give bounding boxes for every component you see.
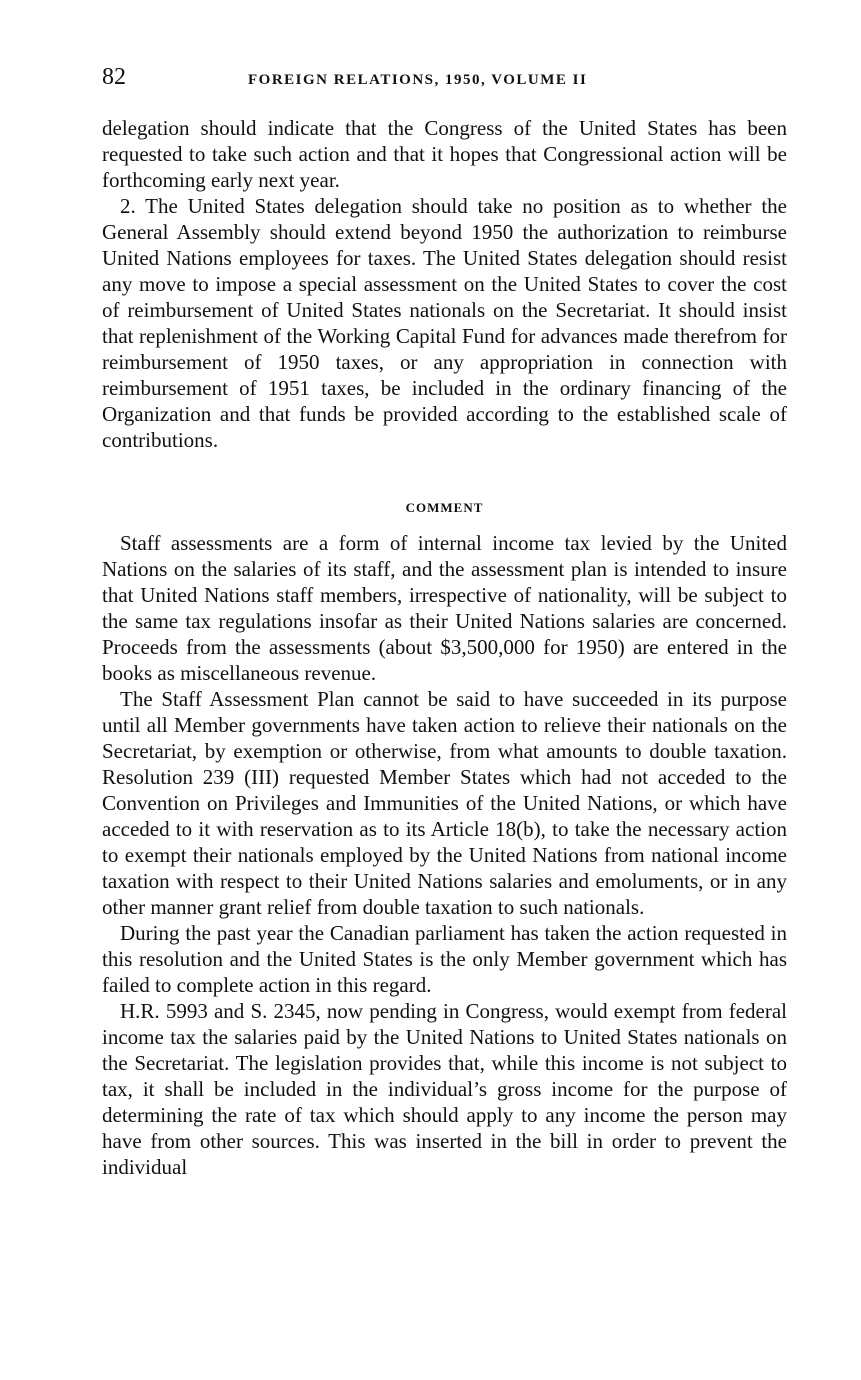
continued-paragraph: delegation should indicate that the Congress of the United States has been requested to take such action and that it hopes that Congressional action will be forthcoming early next year. <box>102 116 787 192</box>
comment-heading: COMMENT <box>405 500 484 515</box>
instruction-paragraph-2: 2. The United States delegation should take no position as to whether the General Assembly should extend beyond 1950 the authorization to reimburse United Nations employees for taxes. The United States delegation should resist any move to impose a special assessment on the United States to cover the cost of reimbursement of United States nationals on the Secretariat. It should insist that replenishment of the Working Capital Fund for advances made therefrom for reimbursement of 1950 taxes, or any appropriation in connection with reimbursement of 1951 taxes, be included in the ordinary financing of the Organization and that funds be provided according to the established scale of contributions. <box>102 194 787 452</box>
comment-section <box>102 530 787 1180</box>
page-number: 82 <box>102 64 126 90</box>
page-header <box>102 62 792 98</box>
instructions-section <box>102 115 787 453</box>
comment-paragraph: The Staff Assessment Plan cannot be said to have succeeded in its purpose until all Member governments have taken action to relieve their nationals on the Secretariat, by exemption or otherwise, from what amounts to double taxation. Resolution 239 (III) requested Member States which had not acceded to the Convention on Privileges and Immunities of the United Nations, or which have acceded to it with reservation as to its Article 18(b), to take the necessary action to exempt their nationals employed by the United Nations from national income taxation with respect to their United Nations salaries and emoluments, or in any other manner grant relief from double taxation to such nationals. <box>102 687 787 919</box>
comment-paragraph: H.R. 5993 and S. 2345, now pending in Congress, would exempt from federal income tax the salaries paid by the United Nations to United States nationals on the Secretariat. The legislation provides that, while this income is not subject to tax, it shall be included in the individual’s gross income for the purpose of determining the rate of tax which should apply to any income the person may have from other sources. This was inserted in the bill in order to prevent the individual <box>102 999 787 1179</box>
comment-paragraph: During the past year the Canadian parliament has taken the action requested in this resolution and the United States is the only Member government which has failed to complete action in this regard. <box>102 921 787 997</box>
comment-paragraph: Staff assessments are a form of internal income tax levied by the United Nations on the salaries of its staff, and the assessment plan is intended to insure that United Nations staff members, irrespective of nationality, will be subject to the same tax regulations insofar as their United Nations salaries are concerned. Proceeds from the assessments (about $3,500,000 for 1950) are entered in the books as miscellaneous revenue. <box>102 531 787 685</box>
running-head: FOREIGN RELATIONS, 1950, VOLUME II <box>248 72 588 88</box>
